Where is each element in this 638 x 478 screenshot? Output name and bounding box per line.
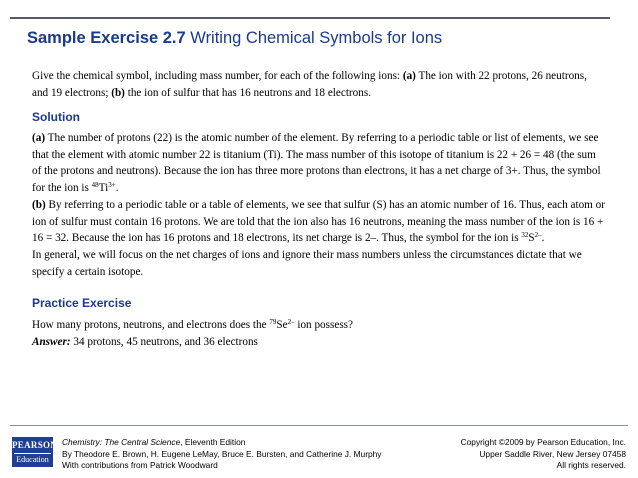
prompt-part-a-label: (a) bbox=[402, 70, 416, 82]
pearson-logo bbox=[12, 437, 58, 467]
book-edition: , Eleventh Edition bbox=[180, 437, 246, 447]
footer-copyright bbox=[461, 437, 626, 472]
solution-general-note: In general, we will focus on the net charges of ions and ignore their mass numbers unless the circumstances dictate that we specify a certain isotope. bbox=[32, 248, 582, 278]
logo-bottom-text: Education bbox=[14, 453, 51, 465]
sulfur-mass-number: 32 bbox=[521, 231, 529, 240]
titanium-mass-number: 48 bbox=[91, 181, 99, 190]
book-authors: By Theodore E. Brown, H. Eugene LeMay, Bruce E. Bursten, and Catherine J. Murphy bbox=[62, 448, 382, 459]
practice-question-end: ion possess? bbox=[294, 319, 353, 331]
practice-body bbox=[32, 317, 602, 351]
answer-label: Answer: bbox=[32, 336, 71, 348]
practice-question-text: How many protons, neutrons, and electrons does the bbox=[32, 319, 270, 331]
solution-part-a-label: (a) bbox=[32, 132, 46, 144]
footer-book-line bbox=[62, 437, 382, 449]
solution-part-a-text: The number of protons (22) is the atomic number of the element. By referring to a periodic table or list of elements, we see that the element with atomic number 22 is titanium (Ti). The mass number of this isotope of titanium is 22 + 26 = 48 (the sum of the protons and neutrons). Because the ion has three more protons than electrons, it has a net charge of 3+. Thus, the symbol for the ion is bbox=[32, 132, 601, 195]
practice-heading: Practice Exercise bbox=[32, 296, 132, 310]
title-topic: Writing Chemical Symbols for Ions bbox=[185, 29, 443, 47]
book-title: Chemistry: The Central Science bbox=[62, 437, 181, 447]
selenium-charge: 2– bbox=[287, 318, 295, 326]
solution-part-a bbox=[32, 130, 607, 197]
practice-question bbox=[32, 317, 602, 334]
prompt-text: Give the chemical symbol, including mass number, for each of the following ions: bbox=[32, 70, 403, 82]
solution-heading: Solution bbox=[32, 110, 80, 124]
title-exercise-number: Sample Exercise 2.7 bbox=[27, 29, 186, 47]
practice-answer bbox=[32, 334, 602, 351]
sulfur-charge: 2– bbox=[534, 231, 542, 240]
top-divider bbox=[10, 17, 610, 19]
footer-citation bbox=[62, 437, 382, 472]
prompt-part-b-text: the ion of sulfur that has 16 neutrons and 18 electrons. bbox=[124, 87, 371, 99]
copyright-line: Copyright ©2009 by Pearson Education, Inc. bbox=[460, 437, 626, 447]
solution-part-b bbox=[32, 197, 607, 247]
footer-divider bbox=[10, 425, 628, 426]
logo-top-text: PEARSON bbox=[12, 440, 58, 450]
titanium-charge: 3+ bbox=[108, 181, 116, 190]
solution-part-b-text: By referring to a periodic table or a table of elements, we see that sulfur (S) has an atomic number of 16. Thus, each atom or ion of sulfur must contain 16 protons. We are told that the ion also has 16 neutrons, meaning the mass number of the ion is 16 + 16 = 32. Because the ion has 16 protons and 18 electrons, its net charge is 2–. Thus, the symbol for the ion is bbox=[32, 198, 605, 245]
solution-body bbox=[32, 130, 607, 280]
publisher-address: Upper Saddle River, New Jersey 07458 bbox=[479, 448, 626, 459]
selenium-mass-number: 79 bbox=[269, 318, 277, 326]
prompt-part-b-label: (b) bbox=[111, 87, 125, 99]
prompt-part-a-text: The ion with 22 protons, 26 neutrons, and 19 electrons; bbox=[32, 70, 587, 99]
titanium-symbol: Ti bbox=[98, 182, 109, 195]
page-title bbox=[27, 29, 442, 48]
selenium-symbol: Se bbox=[276, 319, 288, 331]
answer-text: 34 protons, 45 neutrons, and 36 electrons bbox=[70, 336, 258, 348]
rights-line: All rights reserved. bbox=[556, 460, 626, 470]
sentence-end: . bbox=[115, 182, 119, 195]
solution-part-b-label: (b) bbox=[32, 198, 46, 211]
book-contributions: With contributions from Patrick Woodward bbox=[62, 460, 218, 470]
sentence-end: . bbox=[541, 232, 545, 245]
exercise-prompt bbox=[32, 68, 602, 102]
sulfur-symbol: S bbox=[528, 232, 535, 245]
